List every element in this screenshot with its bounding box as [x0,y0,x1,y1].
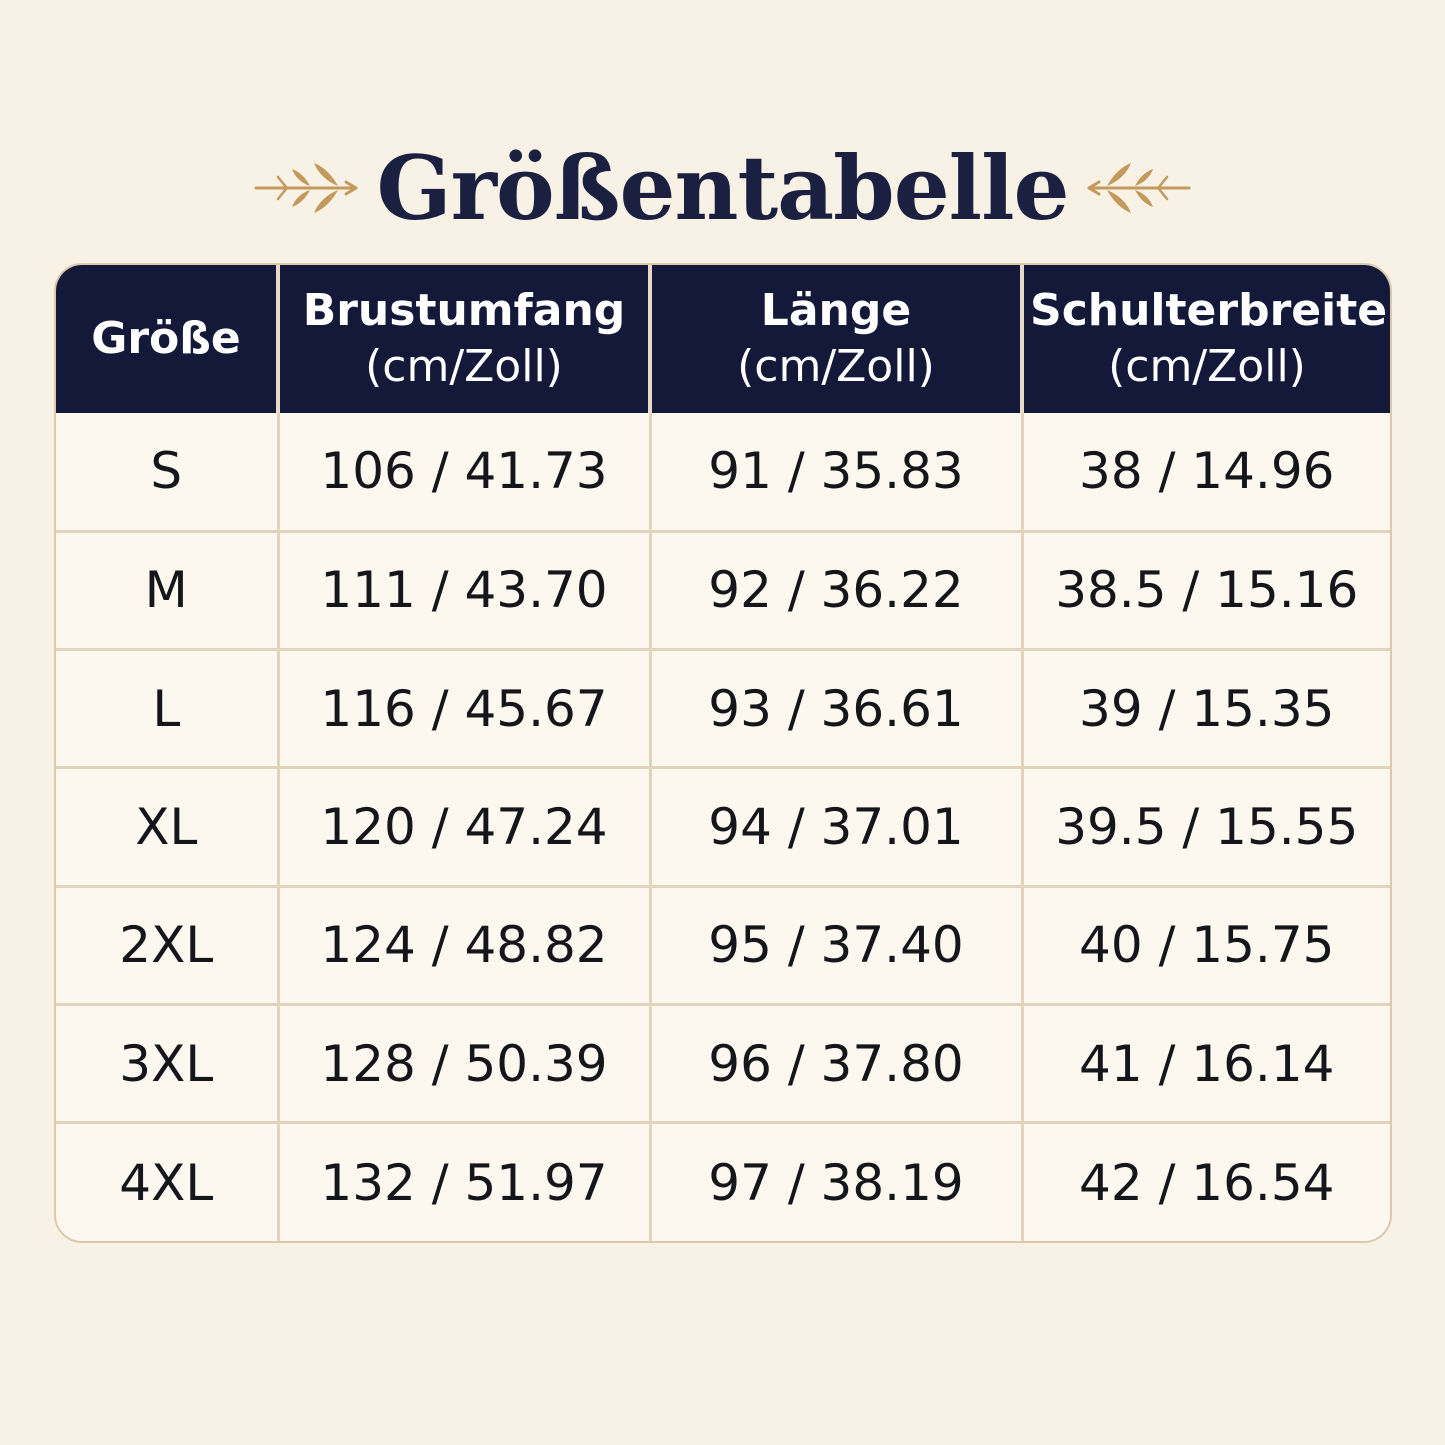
length-cell: 94 / 37.01 [650,768,1022,886]
header-unit: (cm/Zoll) [365,341,563,392]
length-cell: 93 / 36.61 [650,650,1022,768]
leaf-ornament-icon [1083,153,1193,223]
shoulder-cell: 41 / 16.14 [1022,1004,1390,1122]
table-row [56,413,1390,531]
table-row [56,1123,1390,1241]
shoulder-cell: 38 / 14.96 [1022,413,1390,531]
shoulder-cell: 40 / 15.75 [1022,886,1390,1004]
header-length [650,265,1022,413]
chest-cell: 128 / 50.39 [278,1004,650,1122]
size-cell: L [56,650,278,768]
length-cell: 91 / 35.83 [650,413,1022,531]
size-table [56,265,1390,1241]
chest-cell: 106 / 41.73 [278,413,650,531]
shoulder-cell: 38.5 / 15.16 [1022,531,1390,649]
header-chest [278,265,650,413]
size-table-container [54,263,1392,1243]
size-cell: S [150,442,183,501]
header-unit: (cm/Zoll) [737,341,935,392]
header-label: Länge [760,285,912,336]
header-label: Schulterbreite [1030,285,1388,336]
size-cell: 2XL [56,886,278,1004]
shoulder-cell: 42 / 16.54 [1022,1123,1390,1241]
length-cell: 97 / 38.19 [650,1123,1022,1241]
header-shoulder [1022,265,1390,413]
table-row [56,1004,1390,1122]
length-cell: 95 / 37.40 [650,886,1022,1004]
table-row [56,886,1390,1004]
header-label: Größe [91,313,241,364]
length-cell: 92 / 36.22 [650,531,1022,649]
page-title: Größentabelle [376,136,1069,240]
chest-cell: 116 / 45.67 [278,650,650,768]
leaf-ornament-icon [252,153,362,223]
title-row [0,128,1445,248]
shoulder-cell: 39 / 15.35 [1022,650,1390,768]
chest-cell: 124 / 48.82 [278,886,650,1004]
length-cell: 96 / 37.80 [650,1004,1022,1122]
header-unit: (cm/Zoll) [1108,341,1306,392]
table-header-row [56,265,1390,413]
chest-cell: 120 / 47.24 [278,768,650,886]
size-cell: 3XL [56,1004,278,1122]
chest-cell: 132 / 51.97 [278,1123,650,1241]
size-cell: 4XL [56,1123,278,1241]
table-row [56,531,1390,649]
table-row [56,650,1390,768]
table-row [56,768,1390,886]
shoulder-cell: 39.5 / 15.55 [1022,768,1390,886]
header-label: Brustumfang [302,285,626,336]
chest-cell: 111 / 43.70 [278,531,650,649]
size-cell: M [56,531,278,649]
header-size [56,265,278,413]
size-cell: XL [56,768,278,886]
